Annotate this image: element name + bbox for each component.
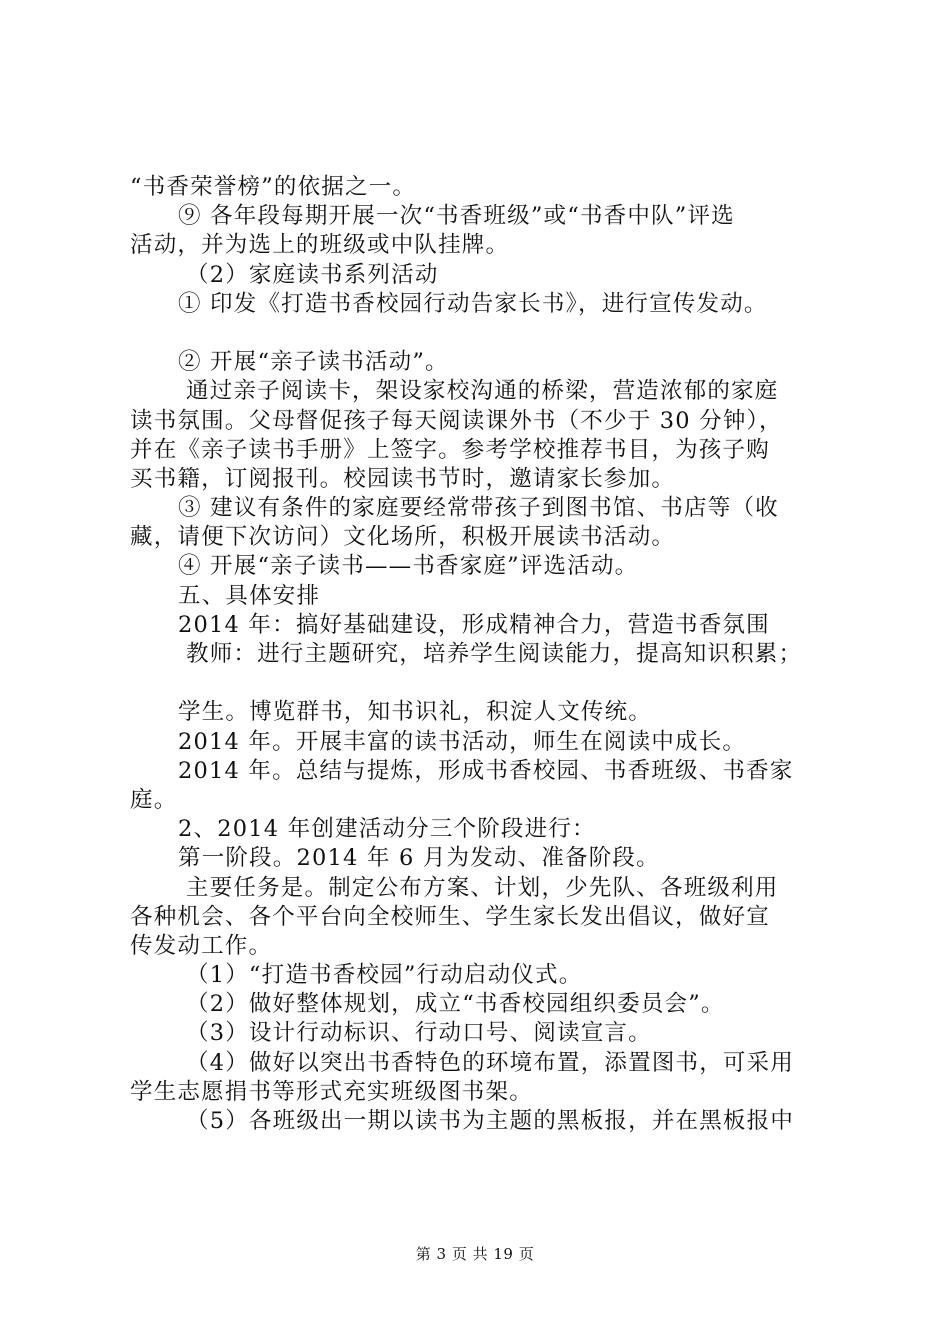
text-line: 主要任务是。制定公布方案、计划，少先队、各班级利用 [186, 874, 779, 901]
text-line: 教师：进行主题研究，培养学生阅读能力，提高知识积累； [186, 641, 803, 667]
text-line: ③ 建议有条件的家庭要经常带孩子到图书馆、书店等（收 [178, 495, 779, 522]
text-line: 庭。 [130, 786, 178, 813]
text-line: 通过亲子阅读卡，架设家校沟通的桥梁，营造浓郁的家庭 [186, 378, 779, 405]
text-line: 读书氛围。父母督促孩子每天阅读课外书（不少于 30 分钟）， [130, 407, 783, 434]
text-line: 2014 年。开展丰富的读书活动，师生在阅读中成长。 [178, 728, 747, 755]
text-line: 学生志愿捐书等形式充实班级图书架。 [130, 1078, 533, 1105]
text-line: （5）各班级出一期以读书为主题的黑板报，并在黑板报中 [186, 1108, 795, 1134]
page-number-footer: 第 3 页 共 19 页 [415, 1245, 535, 1263]
text-line: （2）做好整体规划，成立“书香校园组织委员会”。 [186, 991, 725, 1018]
text-line: 学生。博览群书，知书识礼，积淀人文传统。 [178, 699, 653, 726]
text-line: 藏，请便下次访问）文化场所，积极开展读书活动。 [130, 524, 676, 551]
text-line: （4）做好以突出书香特色的环境布置，添置图书，可采用 [186, 1049, 795, 1076]
text-line: ① 印发《打造书香校园行动告家长书》，进行宣传发动。 [178, 290, 768, 317]
text-line: ⑨ 各年段每期开展一次“书香班级”或“书香中队”评选 [178, 203, 735, 230]
text-line: 传发动工作。 [130, 932, 273, 959]
text-line: “书香荣誉榜”的依据之一。 [130, 174, 417, 200]
text-line: （3）设计行动标识、行动口号、阅读宣言。 [186, 1020, 652, 1047]
text-line: 买书籍，订阅报刊。校园读书节时，邀请家长参加。 [130, 465, 676, 492]
section-heading: 五、具体安排 [178, 582, 321, 609]
text-line: 并在《亲子读书手册》上签字。参考学校推荐书目，为孩子购 [130, 436, 770, 463]
text-line: 2014 年：搞好基础建设，形成精神合力，营造书香氛围 [178, 611, 770, 638]
text-line: 2014 年。总结与提炼，形成书香校园、书香班级、书香家 [178, 757, 794, 784]
text-line: 2、2014 年创建活动分三个阶段进行： [178, 816, 596, 843]
blank-line [130, 319, 842, 348]
section-heading: （2）家庭读书系列活动 [186, 261, 439, 288]
text-line: ② 开展“亲子读书活动”。 [178, 349, 449, 376]
blank-line [130, 669, 842, 698]
text-line: 第一阶段。2014 年 6 月为发动、准备阶段。 [178, 845, 660, 872]
text-line: （1）“打造书香校园”行动启动仪式。 [186, 962, 583, 989]
text-line: 活动，并为选上的班级或中队挂牌。 [130, 232, 510, 259]
text-line: ④ 开展“亲子读书——书香家庭”评选活动。 [178, 553, 639, 580]
body-text [130, 173, 842, 1136]
text-line: 各种机会、各个平台向全校师生、学生家长发出倡议，做好宣 [130, 903, 770, 930]
